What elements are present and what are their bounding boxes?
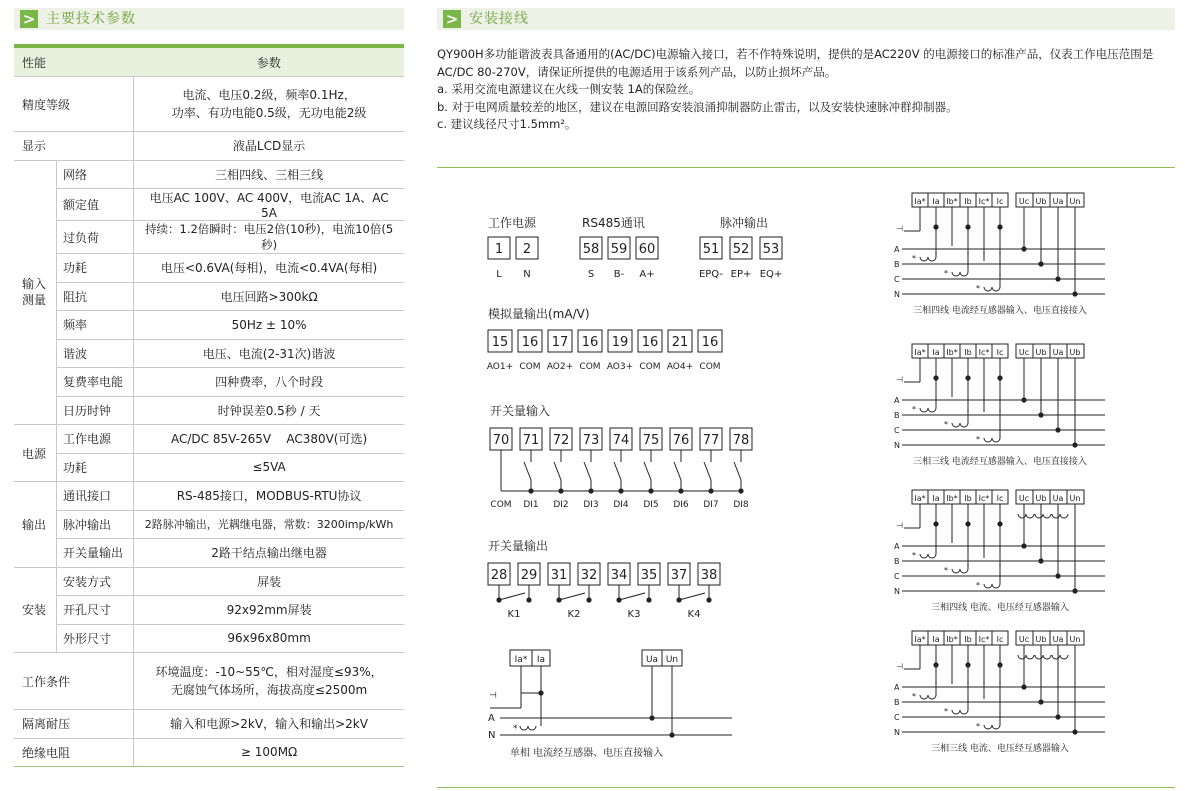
ct-coil	[1035, 514, 1043, 518]
terminal-number: 1	[494, 242, 504, 257]
polarity-mark: *	[944, 420, 948, 429]
table-cell: 电压AC 100V、AC 400V，电流AC 1A、AC 5A	[134, 189, 404, 221]
ct-coil	[1043, 514, 1051, 518]
ct-coil	[960, 272, 968, 276]
polarity-mark: *	[912, 405, 916, 414]
terminal-name: Ua	[1052, 348, 1064, 357]
terminal-number: 52	[732, 242, 750, 257]
terminal-name: Ic	[996, 635, 1004, 644]
terminal-name: COM	[579, 362, 601, 372]
terminal-name: Ib*	[946, 197, 958, 206]
table-row-label: 开关量输出	[57, 539, 134, 568]
table-header: 参数	[134, 46, 404, 77]
terminal-name: Ub	[1035, 494, 1047, 503]
table-cell: RS-485接口，MODBUS-RTU协议	[134, 482, 404, 511]
table-row-label: 通讯接口	[57, 482, 134, 511]
terminal-name: DI4	[613, 500, 629, 510]
table-row-label: 隔离耐压	[14, 710, 134, 739]
table-cell: 环境温度：-10~55℃，相对湿度≤93%， 无腐蚀气体场所，海拔高度≤2500m	[134, 653, 404, 710]
terminal-number: 58	[582, 242, 600, 257]
diagram-caption: 三相四线 电流经互感器输入、电压直接接入	[913, 306, 1087, 316]
junction-dot	[706, 597, 711, 602]
table-cell: 电压回路>300kΩ	[134, 282, 404, 311]
group-label: 模拟量输出(mA/V)	[488, 307, 590, 321]
terminal-name: DI7	[703, 500, 719, 510]
switch-contact	[734, 462, 741, 480]
terminal-name: Ia	[932, 494, 940, 503]
terminal-name: L	[496, 269, 502, 280]
terminal-number: 38	[700, 568, 718, 583]
ct-coil	[992, 438, 1000, 442]
ct-coil	[520, 726, 528, 730]
switch-contact	[554, 462, 561, 480]
ct-coil	[992, 725, 1000, 729]
terminal-name: Ub	[1035, 635, 1047, 644]
terminal-name: Uc	[1018, 197, 1030, 206]
ct-coil	[1060, 514, 1068, 518]
ct-coil	[992, 287, 1000, 291]
table-cell: 四种费率，八个时段	[134, 368, 404, 397]
table-cell: ≥ 100MΩ	[134, 738, 404, 767]
polarity-mark: *	[912, 692, 916, 701]
terminal-number: 60	[638, 242, 656, 257]
ct-coil	[984, 287, 992, 291]
terminal-number: 16	[521, 335, 539, 350]
terminal-number: 16	[581, 335, 599, 350]
terminal-name: Ic*	[978, 635, 990, 644]
table-row-label: 过负荷	[57, 221, 134, 254]
line-label: B	[894, 557, 900, 566]
note-paragraph: QY900H多功能谐波表具备通用的(AC/DC)电源输入接口，若不作特殊说明，提供的是AC220V 的电源接口的标准产品，仪表工作电压范围是AC/DC 80-270V，请保证所提供的电源适用于该系列产品，以防止损坏产品。	[437, 47, 1154, 79]
terminal-number: 2	[522, 242, 532, 257]
line-label: B	[894, 260, 900, 269]
table-row-label: 工作条件	[14, 653, 134, 710]
section-title: 安装接线	[469, 11, 529, 27]
ct-coil	[928, 408, 936, 412]
terminal-name: Ic	[996, 494, 1004, 503]
terminal-number: 72	[552, 433, 570, 448]
ct-coil	[952, 423, 960, 427]
line-label: N	[488, 730, 496, 741]
note-item: b. 对于电网质量较差的地区，建议在电源回路安装浪涌抑制器防止雷击，以及安装快速脉冲群抑制器。	[437, 99, 958, 114]
table-row-label: 外形尺寸	[57, 624, 134, 653]
terminal-name: Uc	[1018, 348, 1030, 357]
terminal-name: Ic*	[978, 494, 990, 503]
junction-dot	[708, 488, 713, 493]
section-title: 主要技术参数	[46, 11, 136, 27]
terminal-number: 77	[702, 433, 720, 448]
terminal-name: Ia*	[914, 494, 926, 503]
junction-dot	[1038, 261, 1043, 266]
switch-contact	[644, 462, 651, 480]
table-row-label: 脉冲输出	[57, 510, 134, 539]
line-label: N	[894, 587, 900, 596]
polarity-mark: *	[912, 551, 916, 560]
junction-dot	[646, 597, 651, 602]
polarity-mark: *	[976, 722, 980, 731]
table-cell: 电流、电压0.2级，频率0.1Hz， 功率、有功电能0.5级，无功电能2级	[134, 77, 404, 132]
junction-dot	[1055, 276, 1060, 281]
line-label: A	[894, 396, 900, 405]
junction-dot	[1055, 714, 1060, 719]
table-row-label: 功耗	[57, 254, 134, 283]
terminal-number: 17	[551, 335, 569, 350]
relay-name: K2	[567, 609, 581, 620]
diagram-caption: 单相 电流经互感器、电压直接输入	[510, 748, 664, 759]
terminal-name: Un	[1069, 197, 1081, 206]
terminal-name: N	[523, 269, 531, 280]
line-label: N	[894, 728, 900, 737]
terminal-name: Uc	[1018, 494, 1030, 503]
ct-coil	[1035, 655, 1043, 659]
line-label: C	[894, 426, 900, 435]
terminal-name: EP+	[730, 269, 752, 280]
terminal-name: AO4+	[666, 362, 694, 372]
switch-contact	[524, 462, 531, 480]
ct-coil	[984, 725, 992, 729]
terminal-name: Uc	[1018, 635, 1030, 644]
junction-dot	[526, 597, 531, 602]
ct-coil	[1026, 655, 1034, 659]
terminal-name: Un	[1069, 635, 1081, 644]
ct-coil	[1060, 655, 1068, 659]
terminal-name: Ia*	[914, 635, 926, 644]
table-cell: 输入和电源>2kV，输入和输出>2kV	[134, 710, 404, 739]
ct-coil	[952, 272, 960, 276]
junction-dot	[1072, 729, 1077, 734]
terminal-name: DI5	[643, 500, 659, 510]
table-group-label: 输出	[14, 482, 57, 568]
switch-contact	[584, 462, 591, 480]
table-row-label: 额定值	[57, 189, 134, 221]
terminal-name: Ib	[964, 197, 972, 206]
terminal-name: Ic*	[978, 348, 990, 357]
table-row-label: 显示	[14, 132, 134, 161]
diagram-caption: 三相三线 电流经互感器输入、电压直接接入	[913, 457, 1087, 467]
chevron-right-icon: >	[20, 10, 38, 28]
line-label: C	[894, 713, 900, 722]
ct-coil	[928, 695, 936, 699]
polarity-mark: *	[976, 435, 980, 444]
table-cell: 2路脉冲输出，光耦继电器，常数：3200imp/kWh	[134, 510, 404, 539]
terminal-name: Ib	[964, 348, 972, 357]
terminal-number: 70	[492, 433, 510, 448]
ground-icon: ⊣	[896, 662, 903, 671]
diagram-caption: 三相四线 电流、电压经互感器输入	[931, 603, 1069, 613]
terminal-name: Ib*	[946, 348, 958, 357]
table-row-label: 网络	[57, 160, 134, 189]
ct-coil	[992, 584, 1000, 588]
table-cell: 三相四线、三相三线	[134, 160, 404, 189]
terminal-name: AO1+	[486, 362, 514, 372]
terminal-name: DI8	[733, 500, 749, 510]
table-row-label: 阻抗	[57, 282, 134, 311]
table-cell: 液晶LCD显示	[134, 132, 404, 161]
terminal-name: Ua	[1052, 635, 1064, 644]
ct-coil	[928, 554, 936, 558]
terminal-number: 76	[672, 433, 690, 448]
junction-dot	[1055, 427, 1060, 432]
terminal-name: Ic*	[978, 197, 990, 206]
table-cell: 96x96x80mm	[134, 624, 404, 653]
line-label: B	[894, 698, 900, 707]
terminal-number: 21	[671, 335, 689, 350]
group-label: 工作电源	[488, 216, 537, 230]
line-label: B	[894, 411, 900, 420]
terminal-number: 28	[490, 568, 508, 583]
terminal-name: COM	[490, 500, 512, 510]
table-row-label: 安装方式	[57, 567, 134, 596]
line-label: A	[894, 683, 900, 692]
ct-coil	[952, 569, 960, 573]
ct-coil	[984, 438, 992, 442]
terminal-number: 59	[610, 242, 628, 257]
junction-dot	[1021, 543, 1026, 548]
table-cell: 屏装	[134, 567, 404, 596]
terminal-name: AO3+	[606, 362, 634, 372]
diagram-caption: 三相三线 电流、电压经互感器输入	[931, 744, 1069, 754]
table-row-label: 谐波	[57, 339, 134, 368]
table-row-label: 频率	[57, 311, 134, 340]
ground-icon: ⊣	[896, 375, 903, 384]
terminal-name: S	[587, 269, 595, 280]
terminal-name: Ua	[1052, 494, 1064, 503]
table-group-label: 输入 测量	[14, 160, 57, 425]
polarity-mark: *	[513, 724, 518, 734]
junction-dot	[1072, 588, 1077, 593]
switch-contact	[704, 462, 711, 480]
terminal-name: Un	[1069, 494, 1081, 503]
terminal-number: 74	[612, 433, 630, 448]
ct-coil	[1043, 655, 1051, 659]
junction-dot	[678, 488, 683, 493]
line-label: A	[894, 245, 900, 254]
table-row-label: 工作电源	[57, 425, 134, 454]
junction-dot	[1038, 412, 1043, 417]
terminal-number: 29	[520, 568, 538, 583]
relay-contact	[559, 593, 585, 600]
table-row-label: 绝缘电阻	[14, 738, 134, 767]
group-label: 脉冲输出	[720, 216, 769, 230]
terminal-name: Ia*	[914, 348, 926, 357]
table-header: 性能	[14, 46, 134, 77]
terminal-name: Ia	[536, 655, 546, 665]
terminal-name: Ua	[1052, 197, 1064, 206]
table-row-label: 复费率电能	[57, 368, 134, 397]
junction-dot	[1055, 573, 1060, 578]
terminal-name: Ib	[964, 494, 972, 503]
ct-coil	[920, 408, 928, 412]
table-row-label: 开孔尺寸	[57, 596, 134, 625]
terminal-name: DI2	[553, 500, 569, 510]
line-label: C	[894, 275, 900, 284]
junction-dot	[1038, 699, 1043, 704]
junction-dot	[1021, 246, 1026, 251]
ct-coil	[960, 423, 968, 427]
polarity-mark: *	[944, 707, 948, 716]
terminal-name: DI6	[673, 500, 689, 510]
table-cell: 电压<0.6VA(每相)，电流<0.4VA(每相)	[134, 254, 404, 283]
table-row-label: 精度等级	[14, 77, 134, 132]
terminal-name: DI3	[583, 500, 599, 510]
polarity-mark: *	[944, 566, 948, 575]
junction-dot	[1038, 558, 1043, 563]
ct-coil	[1026, 514, 1034, 518]
junction-dot	[618, 488, 623, 493]
terminal-name: Ub	[1069, 348, 1081, 357]
junction-dot	[1021, 684, 1026, 689]
terminal-name: Ib	[964, 635, 972, 644]
terminal-name: Ub	[1035, 197, 1047, 206]
terminal-name: Ia	[932, 348, 940, 357]
junction-dot	[1072, 291, 1077, 296]
ct-coil	[1052, 655, 1060, 659]
ct-coil	[1018, 514, 1026, 518]
table-cell: ≤5VA	[134, 453, 404, 482]
terminal-number: 78	[732, 433, 750, 448]
table-cell: 92x92mm屏装	[134, 596, 404, 625]
ct-coil	[952, 710, 960, 714]
terminal-number: 71	[522, 433, 540, 448]
line-label: N	[894, 290, 900, 299]
table-group-label: 安装	[14, 567, 57, 653]
terminal-name: AO2+	[546, 362, 574, 372]
junction-dot	[588, 488, 593, 493]
relay-name: K4	[687, 609, 701, 620]
ct-coil	[928, 257, 936, 261]
junction-dot	[528, 488, 533, 493]
table-cell: 50Hz ± 10%	[134, 311, 404, 340]
relay-contact	[619, 593, 645, 600]
junction-dot	[648, 488, 653, 493]
switch-contact	[614, 462, 621, 480]
group-label: 开关量输出	[488, 539, 549, 553]
relay-contact	[499, 593, 525, 600]
terminal-number: 16	[701, 335, 719, 350]
ct-coil	[1018, 655, 1026, 659]
ct-coil	[984, 584, 992, 588]
terminal-number: 73	[582, 433, 600, 448]
ct-coil	[528, 726, 536, 730]
note-item: a. 采用交流电源建议在火线一侧安装 1A的保险丝。	[437, 82, 701, 96]
terminal-name: Ib*	[946, 494, 958, 503]
table-cell: 时钟误差0.5秒 / 天	[134, 396, 404, 425]
terminal-name: Ia	[932, 197, 940, 206]
polarity-mark: *	[944, 269, 948, 278]
relay-name: K1	[507, 609, 521, 620]
note-item: c. 建议线径尺寸1.5mm²。	[437, 117, 577, 131]
terminal-number: 19	[611, 335, 629, 350]
ground-icon: ⊣	[489, 691, 497, 701]
terminal-name: Un	[665, 655, 679, 665]
ground-icon: ⊣	[896, 224, 903, 233]
ct-coil	[960, 569, 968, 573]
terminal-name: EPQ-	[698, 269, 724, 280]
polarity-mark: *	[976, 581, 980, 590]
junction-dot	[586, 597, 591, 602]
switch-contact	[674, 462, 681, 480]
terminal-number: 31	[550, 568, 568, 583]
table-cell: 2路干结点输出继电器	[134, 539, 404, 568]
terminal-name: COM	[699, 362, 721, 372]
terminal-name: Ic	[996, 197, 1004, 206]
terminal-number: 37	[670, 568, 688, 583]
line-label: C	[894, 572, 900, 581]
table-group-label: 电源	[14, 425, 57, 482]
relay-contact	[679, 593, 705, 600]
junction-dot	[558, 488, 563, 493]
polarity-mark: *	[912, 254, 916, 263]
chevron-right-icon: >	[443, 10, 461, 28]
group-label: 开关量输入	[490, 404, 551, 418]
table-cell: 电压、电流(2-31次)谐波	[134, 339, 404, 368]
junction-dot	[1072, 442, 1077, 447]
terminal-name: Ia*	[514, 655, 528, 665]
terminal-name: Ia*	[914, 197, 926, 206]
line-label: N	[894, 441, 900, 450]
ground-icon: ⊣	[896, 521, 903, 530]
junction-dot	[1021, 397, 1026, 402]
terminal-number: 34	[610, 568, 628, 583]
table-row-label: 功耗	[57, 453, 134, 482]
ct-coil	[920, 554, 928, 558]
line-label: A	[894, 542, 900, 551]
terminal-name: Ia	[932, 635, 940, 644]
relay-name: K3	[627, 609, 641, 620]
junction-dot	[738, 488, 743, 493]
ct-coil	[920, 695, 928, 699]
terminal-name: EQ+	[759, 269, 783, 280]
terminal-number: 16	[641, 335, 659, 350]
table-cell: 持续：1.2倍瞬时：电压2倍(10秒)，电流10倍(5秒)	[134, 221, 404, 254]
terminal-number: 35	[640, 568, 658, 583]
line-label: A	[488, 713, 495, 724]
terminal-name: DI1	[523, 500, 539, 510]
terminal-name: B-	[613, 269, 625, 280]
terminal-name: Ua	[645, 655, 659, 665]
terminal-name: Ic	[996, 348, 1004, 357]
terminal-number: 15	[491, 335, 509, 350]
terminal-name: Ib*	[946, 635, 958, 644]
terminal-number: 32	[580, 568, 598, 583]
terminal-name: COM	[639, 362, 661, 372]
terminal-number: 53	[762, 242, 780, 257]
polarity-mark: *	[976, 284, 980, 293]
ct-coil	[920, 257, 928, 261]
table-cell: AC/DC 85V-265V AC380V(可选)	[134, 425, 404, 454]
terminal-number: 75	[642, 433, 660, 448]
terminal-name: Ub	[1035, 348, 1047, 357]
group-label: RS485通讯	[582, 216, 645, 230]
terminal-name: A+	[639, 269, 655, 280]
ct-coil	[1052, 514, 1060, 518]
terminal-number: 51	[702, 242, 720, 257]
table-row-label: 日历时钟	[57, 396, 134, 425]
ct-coil	[960, 710, 968, 714]
terminal-name: COM	[519, 362, 541, 372]
